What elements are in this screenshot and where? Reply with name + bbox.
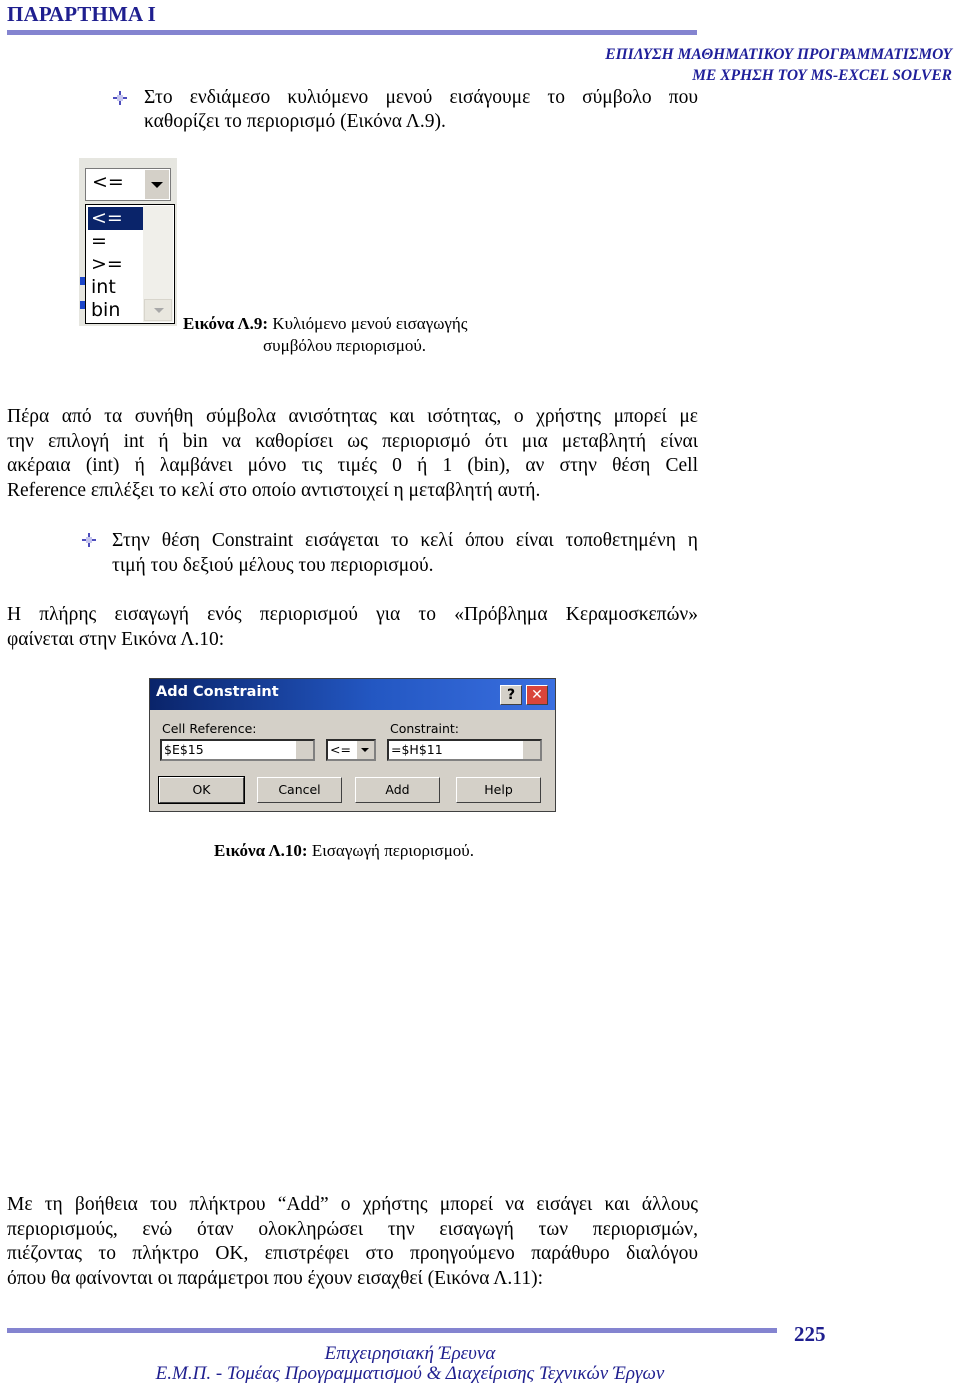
section-subtitle bbox=[605, 44, 952, 86]
list-item[interactable]: >= bbox=[91, 253, 123, 275]
operator-combo-value: <= bbox=[92, 171, 124, 193]
cell-reference-input[interactable] bbox=[160, 739, 315, 761]
cell-reference-label: Cell Reference: bbox=[162, 721, 257, 736]
bullet-text-1 bbox=[144, 86, 698, 111]
footer-institution: Ε.Μ.Π. - Τομέας Προγραμματισμού & Διαχείρισης Τεχνικών Έργων bbox=[155, 1363, 665, 1384]
text-line: τιμή του δεξιού μέλους του περιορισμού. bbox=[112, 554, 434, 576]
section-subtitle-line2: ΜΕ ΧΡΗΣΗ ΤΟΥ MS-EXCEL SOLVER bbox=[692, 67, 952, 84]
scroll-down-button[interactable] bbox=[144, 299, 172, 321]
figure-caption-9 bbox=[183, 313, 468, 335]
cell-reference-value: $E$15 bbox=[164, 742, 204, 757]
add-constraint-dialog bbox=[149, 678, 556, 812]
paragraph-1 bbox=[7, 405, 698, 503]
text-line: την επιλογή int ή bin να καθορίσει ως περιορισμό ότι μια μεταβλητή είναι bbox=[7, 430, 698, 452]
help-button[interactable]: Help bbox=[456, 777, 541, 803]
collapse-dialog-button[interactable] bbox=[522, 741, 540, 759]
constraint-input[interactable] bbox=[387, 739, 542, 761]
dialog-title: Add Constraint bbox=[156, 684, 279, 700]
chevron-down-icon bbox=[151, 182, 163, 188]
text-line: περιορισμούς, ενώ όταν ολοκληρώσει την εισαγωγή των περιορισμών, bbox=[7, 1218, 698, 1240]
paragraph-2 bbox=[7, 603, 698, 652]
figure-caption-10 bbox=[214, 840, 474, 862]
cancel-button[interactable]: Cancel bbox=[257, 777, 342, 803]
caption-text: Εισαγωγή περιορισμού. bbox=[307, 841, 474, 860]
footer-rule bbox=[7, 1328, 777, 1333]
dialog-titlebar bbox=[150, 679, 555, 710]
text-line: Η πλήρης εισαγωγή ενός περιορισμού για το «Πρόβλημα Κεραμοσκεπών» bbox=[7, 604, 698, 625]
text-line: Με τη βοήθεια του πλήκτρου “Add” ο χρήστης μπορεί να εισάγει και άλλους bbox=[7, 1194, 698, 1215]
list-item[interactable]: bin bbox=[91, 299, 121, 321]
close-button[interactable]: ✕ bbox=[526, 685, 548, 705]
section-subtitle-line1: ΕΠΙΛΥΣΗ ΜΑΘΗΜΑΤΙΚΟΥ ΠΡΟΓΡΑΜΜΑΤΙΣΜΟΥ bbox=[605, 46, 952, 63]
operator-list bbox=[85, 204, 175, 324]
add-button[interactable]: Add bbox=[355, 777, 440, 803]
caption-label: Εικόνα Λ.9: bbox=[183, 314, 269, 333]
operator-select-value: <= bbox=[330, 742, 351, 757]
operator-combo[interactable] bbox=[85, 168, 171, 201]
text-line: Στο ενδιάμεσο κυλιόμενο μενού εισάγουμε το σύμβολο που bbox=[144, 87, 698, 108]
page-number: 225 bbox=[794, 1322, 826, 1346]
operator-select[interactable] bbox=[326, 739, 376, 761]
figure-caption-9-cont: συμβόλου περιορισμού. bbox=[263, 336, 427, 355]
text-line: φαίνεται στην Εικόνα Λ.10: bbox=[7, 628, 225, 650]
chevron-down-icon bbox=[361, 748, 369, 752]
text-line: πιέζοντας το πλήκτρο OK, επιστρέφει στο προηγούμενο παράθυρο διαλόγου bbox=[7, 1243, 698, 1264]
caption-text: Κυλιόμενο μενού εισαγωγής bbox=[268, 314, 468, 333]
list-item[interactable]: <= bbox=[88, 207, 145, 230]
caption-label: Εικόνα Λ.10: bbox=[214, 841, 308, 860]
text-line: Reference επιλέξει το κελί στο οποίο αντιστοιχεί η μεταβλητή αυτή. bbox=[7, 479, 541, 501]
help-title-button[interactable]: ? bbox=[500, 685, 522, 705]
bullet-icon bbox=[113, 91, 127, 105]
ok-button[interactable]: OK bbox=[159, 777, 244, 803]
header-rule bbox=[7, 30, 697, 35]
text-line: όπου θα φαίνονται οι παράμετροι που έχουν εισαχθεί (Εικόνα Λ.11): bbox=[7, 1267, 543, 1289]
chapter-title: ΠΑΡΑΡΤΗΜΑ Ι bbox=[7, 2, 157, 26]
constraint-value: =$H$11 bbox=[391, 742, 443, 757]
text-line: ακέραια (int) ή λαμβάνει μόνο τις τιμές 0 ή 1 (bin), αν στην θέση Cell bbox=[7, 455, 698, 476]
text-line: Στην θέση Constraint εισάγεται το κελί όπου είναι τοποθετημένη η bbox=[112, 530, 698, 551]
footer-course: Επιχειρησιακή Έρευνα bbox=[324, 1343, 496, 1364]
chevron-down-icon bbox=[154, 308, 164, 313]
constraint-label: Constraint: bbox=[390, 721, 460, 736]
bullet-text-1-cont: καθορίζει το περιορισμό (Εικόνα Λ.9). bbox=[144, 111, 446, 132]
operator-dropdown-button[interactable] bbox=[356, 741, 374, 759]
text-line: Πέρα από τα συνήθη σύμβολα ανισότητας και ισότητας, ο χρήστης μπορεί με bbox=[7, 406, 698, 427]
list-item[interactable]: int bbox=[91, 276, 116, 298]
bullet-icon bbox=[82, 533, 96, 547]
bullet-text-2 bbox=[112, 529, 698, 578]
collapse-dialog-button[interactable] bbox=[295, 741, 313, 759]
list-item[interactable]: = bbox=[91, 230, 107, 252]
paragraph-3 bbox=[7, 1193, 698, 1291]
list-scrollbar[interactable] bbox=[143, 206, 173, 322]
combo-arrow-button[interactable] bbox=[144, 170, 169, 199]
